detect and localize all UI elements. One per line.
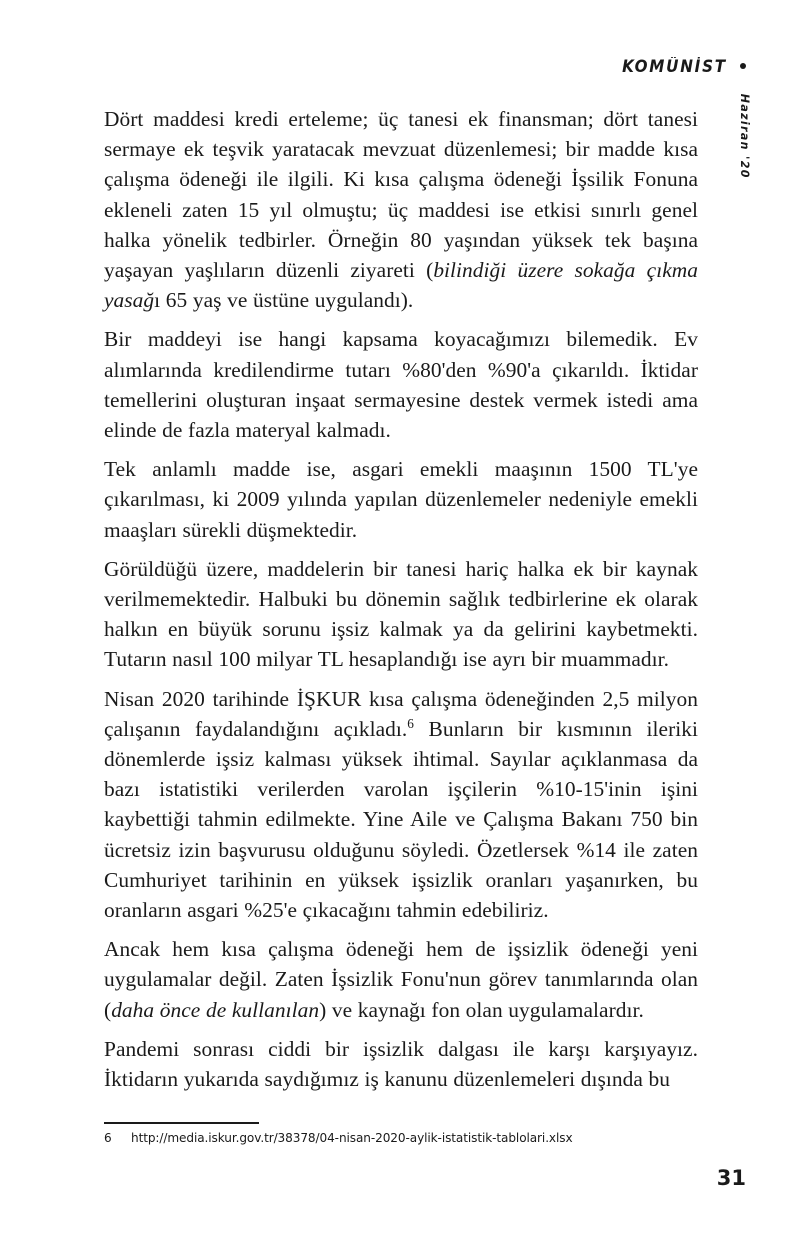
issue-date-label: Haziran '20 bbox=[738, 93, 752, 179]
paragraph-text: Bunların bir kısmının ileriki dönemlerde işsiz kalması yüksek ihtimal. Sayılar açıklanmasa da bazı istatistiki verilerden varolan işçilerin %10-15'inin işini kaybettiği tahmin edilmekte. Yine Aile ve Çalışma Bakanı 750 bin ücretsiz izin başvurusu olduğunu söyledi. Özetlersek %14 ile zaten Cumhuriyet tarihinin en yüksek işsizlik oranları yaşanırken, bu oranların asgari %25'e çıkacağını tahmin edebiliriz. bbox=[104, 716, 698, 923]
body-paragraph bbox=[104, 684, 698, 926]
running-head bbox=[613, 57, 746, 76]
emphasis-text: daha önce de kullanılan bbox=[111, 997, 320, 1022]
footnote-separator-rule bbox=[104, 1122, 259, 1124]
emphasis-text: bilindiği üzere sokağa çıkma yasağ bbox=[104, 258, 698, 313]
body-paragraph bbox=[104, 454, 698, 545]
body-paragraph bbox=[104, 934, 698, 1025]
paragraph-text: Pandemi sonrası ciddi bir işsizlik dalgası ile karşı karşıyayız. İktidarın yukarıda saydığımız iş kanunu düzenlemeleri dışında bu bbox=[104, 1036, 698, 1092]
body-paragraph bbox=[104, 104, 698, 315]
paragraph-text: Görüldüğü üzere, maddelerin bir tanesi hariç halka ek bir kaynak verilmemektedir. Halbuki bu dönemin sağlık tedbirlerine ek olarak halkın en büyük sorunu işsiz kalmak ya da gelirini kaybetmekti. Tutarın nasıl 100 milyar TL hesaplandığı ise ayrı bir muammadır. bbox=[104, 556, 698, 672]
footnote-block bbox=[104, 1122, 698, 1145]
footnote-number: 6 bbox=[104, 1131, 112, 1145]
paragraph-text: ) ve kaynağı fon olan uygulamalardır. bbox=[319, 997, 644, 1022]
paragraph-text: ı 65 yaş ve üstüne uygulandı). bbox=[154, 288, 414, 313]
paragraph-text: Dört maddesi kredi erteleme; üç tanesi ek finansman; dört tanesi sermaye ek teşvik yaratacak mevzuat düzenlemesi; bir madde kısa çalışma ödeneği ile ilgili. Ki kısa çalışma ödeneği İşsilik Fonuna ekleneli zaten 15 yıl olmuştu; üç maddesi ise etkisi sınırlı genel halka yönelik tedbirler. Örneğin 80 yaşından yüksek tek başına yaşayan yaşlıların düzenli ziyareti ( bbox=[104, 107, 698, 283]
body-paragraph bbox=[104, 554, 698, 675]
body-paragraph bbox=[104, 1034, 698, 1094]
body-text-column bbox=[104, 104, 698, 1094]
bullet-dot-icon bbox=[740, 63, 746, 69]
footnote-entry bbox=[104, 1131, 698, 1145]
paragraph-text: Bir maddeyi ise hangi kapsama koyacağımızı bilemedik. Ev alımlarında kredilendirme tutarı %80'den %90'a çıkarıldı. İktidar temellerini oluşturan inşaat sermayesine destek vermek istedi ama elinde de fazla materyal kalmadı. bbox=[104, 327, 698, 443]
footnote-reference[interactable]: 6 bbox=[407, 715, 414, 731]
paragraph-text: Ancak hem kısa çalışma ödeneği hem de işsizlik ödeneği yeni uygulamalar değil. Zaten İşsizlik Fonu'nun görev tanımlarında olan ( bbox=[104, 937, 698, 1022]
paragraph-text: Tek anlamlı madde ise, asgari emekli maaşının 1500 TL'ye çıkarılması, ki 2009 yılında yapılan düzenlemeler nedeniyle emekli maaşları sürekli düşmektedir. bbox=[104, 457, 698, 542]
page-number: 31 bbox=[716, 1166, 746, 1190]
footnote-url[interactable]: http://media.iskur.gov.tr/38378/04-nisan-2020-aylik-istatistik-tablolari.xlsx bbox=[131, 1131, 573, 1145]
body-paragraph bbox=[104, 324, 698, 445]
paragraph-text: Nisan 2020 tarihinde İŞKUR kısa çalışma ödeneğinden 2,5 milyon çalışanın faydalandığını açıkladı. bbox=[104, 686, 698, 741]
masthead-title: KOMÜNİST bbox=[622, 57, 727, 76]
